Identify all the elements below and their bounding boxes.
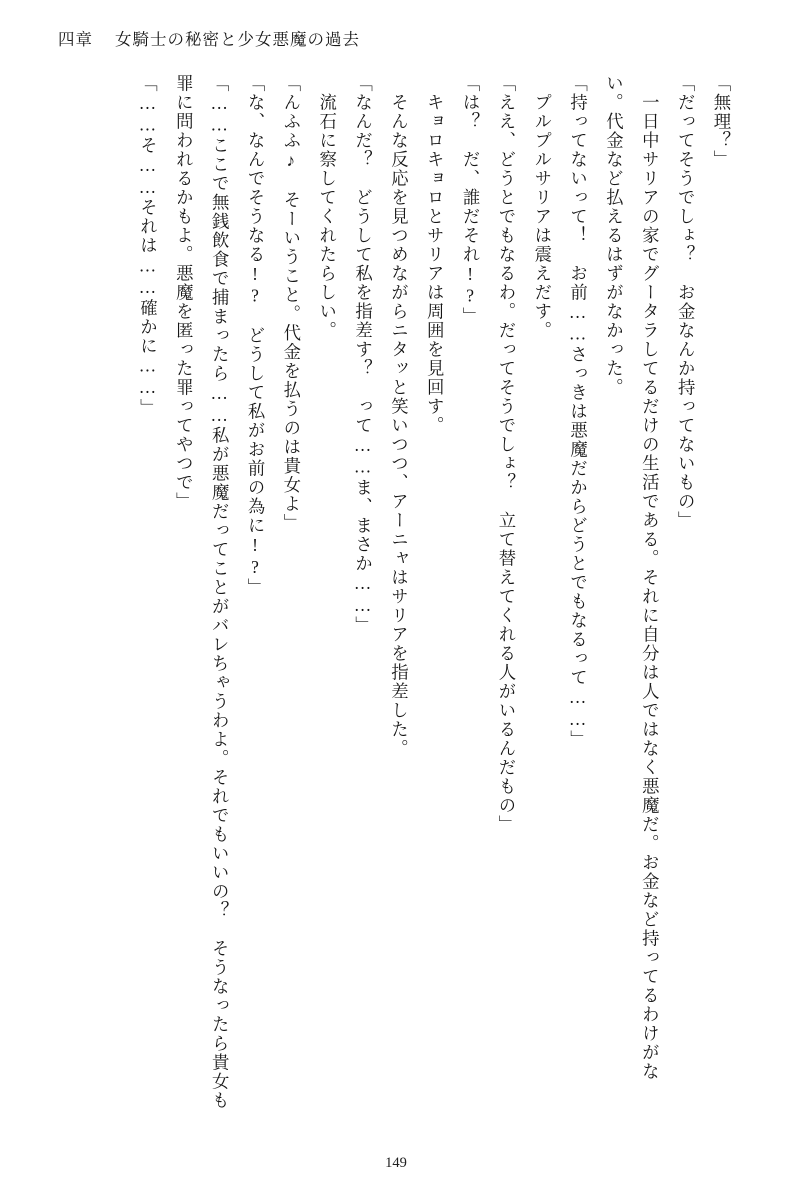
paragraph: 「持ってないって！ お前……さっきは悪魔だからどうとでもなるって……」 bbox=[567, 74, 588, 750]
paragraph: 「無理？」 bbox=[711, 74, 731, 169]
paragraph: 「……ここで無銭飲食で捕まったら……私が悪魔だってことがバレちゃうわよ。それでもいいの？ そうなったら貴女も罪に問われるかもよ。悪魔を匿った罪ってやつで」 bbox=[173, 74, 230, 1111]
paragraph: プルプルサリアは震えだす。 bbox=[531, 74, 552, 340]
paragraph: 一日中サリアの家でグータラしてるだけの生活である。それに自分は人ではなく悪魔だ。お金など持ってるわけがない。代金など払えるはずがなかった。 bbox=[603, 74, 660, 1081]
paragraph: 「だってそうでしょ？ お金なんか持ってないもの」 bbox=[675, 74, 696, 530]
chapter-title: 女騎士の秘密と少女悪魔の過去 bbox=[115, 30, 360, 49]
running-header bbox=[58, 26, 360, 50]
paragraph: 「は？ だ、誰だそれ!?」 bbox=[460, 74, 481, 327]
paragraph: キョロキョロとサリアは周囲を見回す。 bbox=[424, 74, 445, 435]
paragraph: 「ええ、どうとでもなるわ。だってそうでしょ？ 立て替えてくれる人がいるんだもの」 bbox=[495, 74, 516, 834]
paragraph: 「な、なんでそうなる!? どうして私がお前の為に!?」 bbox=[245, 74, 266, 598]
paragraph: 「……そ……それは……確かに……」 bbox=[137, 74, 158, 418]
page-number: 149 bbox=[385, 1155, 407, 1171]
paragraph: そんな反応を見つめながらニタッと笑いつつ、アーニャはサリアを指差した。 bbox=[388, 74, 409, 758]
paragraph: 「んふふ♪ そーいうこと。代金を払うのは貴女よ」 bbox=[280, 74, 301, 533]
paragraph: 「なんだ？ どうして私を指差す？ って……ま、まさか……」 bbox=[352, 74, 373, 636]
paragraph: 流石に察してくれたらしい。 bbox=[316, 74, 337, 340]
chapter-number: 四章 bbox=[58, 30, 93, 49]
page-body bbox=[54, 74, 738, 1116]
vertical-text-column bbox=[54, 74, 738, 1116]
